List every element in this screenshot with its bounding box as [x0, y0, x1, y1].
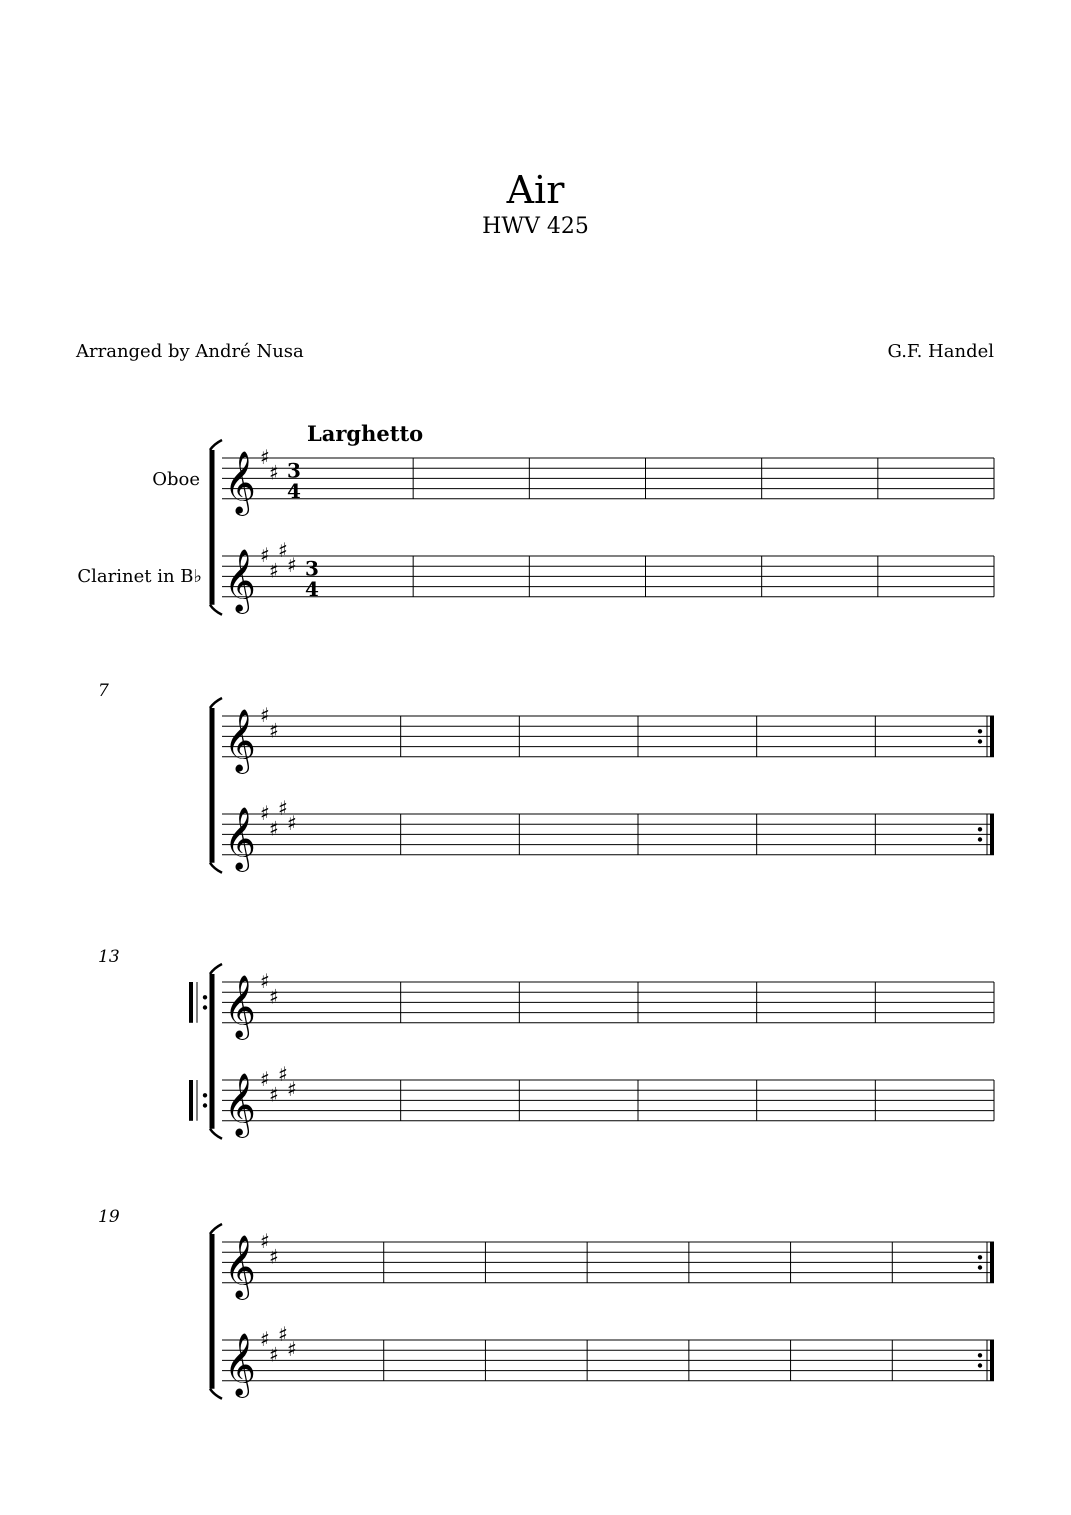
- system: [98, 1207, 994, 1399]
- staff-clarinet: [189, 1062, 994, 1139]
- bracket-cap: [210, 863, 222, 873]
- repeat-dot: [978, 1353, 982, 1357]
- repeat-dot: [203, 1103, 207, 1107]
- bracket-cap: [210, 1389, 222, 1399]
- treble-clef-icon: 𝄞: [224, 1072, 256, 1136]
- arranger-credit: Arranged by André Nusa: [76, 341, 304, 362]
- sharp-icon: ♯: [269, 984, 279, 1009]
- sharp-icon: ♯: [287, 811, 297, 836]
- composer-credit: G.F. Handel: [887, 341, 994, 362]
- repeat-dot: [978, 739, 982, 743]
- sharp-icon: ♯: [278, 537, 288, 562]
- bracket-cap: [210, 440, 222, 450]
- sharp-icon: ♯: [269, 558, 279, 583]
- treble-clef-icon: 𝄞: [224, 1234, 256, 1298]
- sharp-icon: ♯: [260, 543, 270, 567]
- sharp-icon: ♯: [260, 445, 270, 469]
- repeat-dot: [978, 1255, 982, 1259]
- repeat-bar-thick: [990, 814, 994, 855]
- staff-oboe: [222, 445, 994, 517]
- repeat-dot: [203, 995, 207, 999]
- measure-number: 7: [98, 681, 109, 701]
- treble-clef-icon: 𝄞: [224, 708, 256, 772]
- staff-oboe: [189, 969, 994, 1041]
- measure-number: 13: [98, 947, 120, 967]
- score-subtitle: HWV 425: [482, 214, 589, 239]
- score-title: Air: [506, 168, 565, 212]
- sharp-icon: ♯: [278, 1061, 288, 1086]
- treble-clef-icon: 𝄞: [224, 974, 256, 1038]
- bracket-cap: [210, 605, 222, 615]
- staff-clarinet: [222, 796, 994, 873]
- sharp-icon: ♯: [269, 460, 279, 485]
- sharp-icon: ♯: [287, 553, 297, 578]
- instrument-label-oboe: Oboe: [152, 469, 200, 490]
- staff-oboe: [222, 1229, 994, 1301]
- system: [98, 681, 994, 873]
- repeat-dot: [978, 1265, 982, 1269]
- system: [210, 440, 994, 615]
- instrument-label-clarinet: Clarinet in B♭: [77, 566, 202, 587]
- staff-clarinet: [222, 538, 994, 615]
- sharp-icon: ♯: [260, 1327, 270, 1351]
- sharp-icon: ♯: [269, 718, 279, 743]
- repeat-dot: [978, 827, 982, 831]
- sharp-icon: ♯: [260, 1229, 270, 1253]
- repeat-dot: [978, 1363, 982, 1367]
- repeat-bar-thick: [990, 716, 994, 757]
- repeat-bar-thick: [990, 1340, 994, 1381]
- sharp-icon: ♯: [269, 1082, 279, 1107]
- sharp-icon: ♯: [269, 816, 279, 841]
- treble-clef-icon: 𝄞: [224, 806, 256, 870]
- repeat-dot: [203, 1093, 207, 1097]
- sharp-icon: ♯: [260, 969, 270, 993]
- sharp-icon: ♯: [269, 1244, 279, 1269]
- repeat-bar-thick: [189, 1080, 193, 1121]
- measure-number: 19: [98, 1207, 120, 1227]
- tempo-marking: Larghetto: [307, 421, 424, 446]
- time-signature-numerator: 3: [287, 458, 301, 483]
- time-signature-denominator: 4: [305, 576, 319, 601]
- sharp-icon: ♯: [278, 1321, 288, 1346]
- sharp-icon: ♯: [287, 1077, 297, 1102]
- repeat-bar-thick: [990, 1242, 994, 1283]
- repeat-dot: [203, 1005, 207, 1009]
- time-signature-denominator: 4: [287, 478, 301, 503]
- bracket-cap: [210, 964, 222, 974]
- repeat-bar-thick: [189, 982, 193, 1023]
- sharp-icon: ♯: [260, 703, 270, 727]
- sharp-icon: ♯: [287, 1337, 297, 1362]
- staff-oboe: [222, 703, 994, 775]
- bracket-cap: [210, 698, 222, 708]
- sharp-icon: ♯: [260, 1067, 270, 1091]
- repeat-dot: [978, 837, 982, 841]
- sharp-icon: ♯: [269, 1342, 279, 1367]
- staff-clarinet: [222, 1322, 994, 1399]
- bracket-cap: [210, 1129, 222, 1139]
- system: [98, 947, 994, 1139]
- treble-clef-icon: 𝄞: [224, 1332, 256, 1396]
- sharp-icon: ♯: [278, 795, 288, 820]
- sharp-icon: ♯: [260, 801, 270, 825]
- repeat-dot: [978, 729, 982, 733]
- bracket-cap: [210, 1224, 222, 1234]
- treble-clef-icon: 𝄞: [224, 548, 256, 612]
- treble-clef-icon: 𝄞: [224, 450, 256, 514]
- time-signature-numerator: 3: [305, 556, 319, 581]
